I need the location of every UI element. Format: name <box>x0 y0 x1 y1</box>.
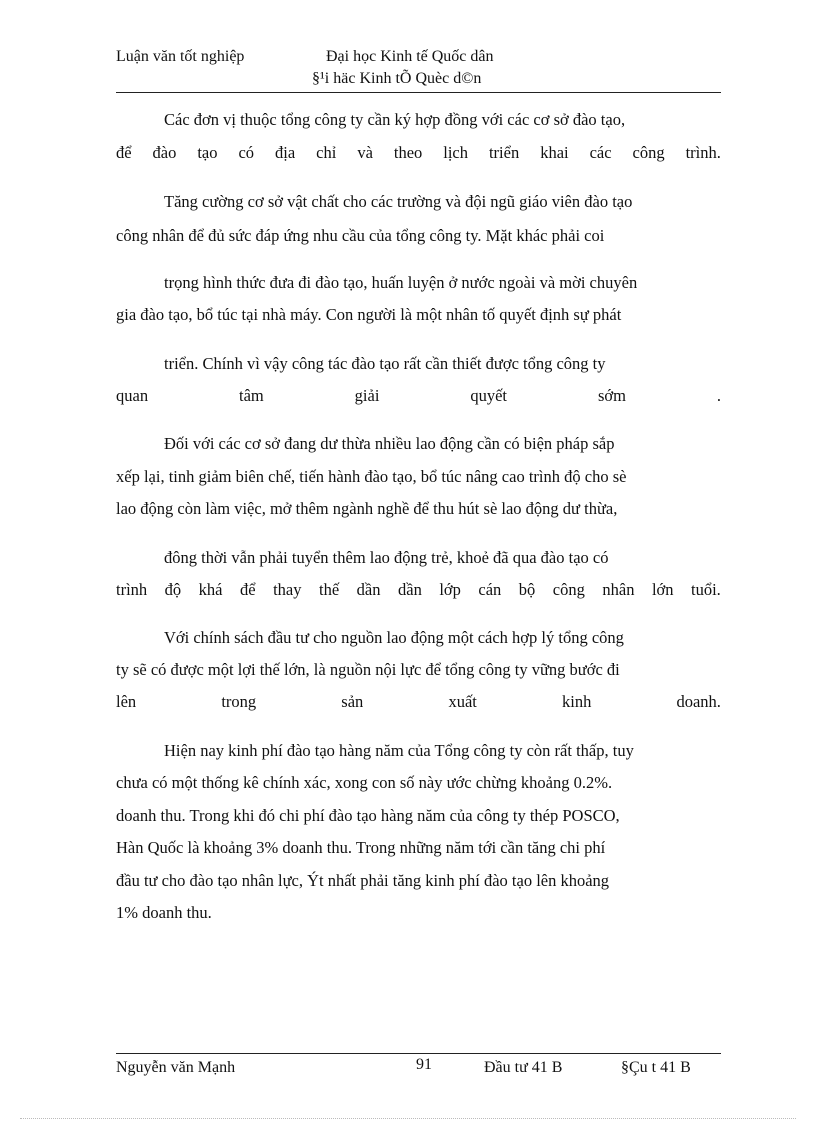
body-line: xếp lại, tinh giảm biên chế, tiến hành đào tạo, bổ túc nâng cao trình độ cho sè <box>116 467 627 486</box>
body-line <box>116 143 721 163</box>
body-line: gia đào tạo, bổ túc tại nhà máy. Con người là một nhân tố quyết định sự phát <box>116 305 622 324</box>
page-bottom-dotted-rule <box>20 1118 796 1119</box>
body-line <box>116 692 721 712</box>
word: trong <box>221 692 257 711</box>
body-line: đông thời vẫn phải tuyển thêm lao động trẻ, khoẻ đã qua đào tạo có <box>164 548 609 567</box>
footer-class: Đầu tư 41 B <box>484 1059 563 1076</box>
word: triển <box>488 143 520 162</box>
word: . <box>716 386 721 405</box>
body-line: Tăng cường cơ sở vật chất cho các trường và đội ngũ giáo viên đào tạo <box>164 192 633 211</box>
word: tạo <box>197 143 218 162</box>
body-line: 1% doanh thu. <box>116 903 212 922</box>
header-university: Đại học Kinh tế Quốc dân <box>326 48 494 65</box>
word: công <box>632 143 665 162</box>
word: có <box>238 143 255 162</box>
word: công <box>552 580 585 599</box>
word: quan <box>116 386 149 405</box>
body-line <box>116 580 721 600</box>
word: khá <box>198 580 223 599</box>
word: dần <box>398 580 422 599</box>
word: lớn <box>651 580 674 599</box>
page-number: 91 <box>416 1056 432 1073</box>
word: lên <box>116 692 137 711</box>
header-thesis-label: Luận văn tốt nghiệp <box>116 48 245 65</box>
body-line: đầu tư cho đào tạo nhân lực, Ýt nhất phải tăng kinh phí đào tạo lên khoảng <box>116 871 610 890</box>
body-line: lao động còn làm việc, mở thêm ngành nghề để thu hút sè lao động dư thừa, <box>116 499 618 518</box>
word: để <box>116 143 132 162</box>
word: tuổi. <box>691 580 721 599</box>
body-line: công nhân để đủ sức đáp ứng nhu cầu của tổng công ty. Mặt khác phải coi <box>116 226 605 245</box>
word: trình <box>116 580 148 599</box>
body-line: Các đơn vị thuộc tổng công ty cần ký hợp đồng với các cơ sở đào tạo, <box>164 110 626 129</box>
word: tâm <box>239 386 264 405</box>
word: để <box>240 580 256 599</box>
body-line: Đối với các cơ sở đang dư thừa nhiều lao động cần có biện pháp sắp <box>164 434 615 453</box>
word: doanh. <box>676 692 721 711</box>
word: trình. <box>685 143 721 162</box>
footer-author: Nguyễn văn Mạnh <box>116 1059 236 1076</box>
body-line: triển. Chính vì vậy công tác đào tạo rất cần thiết được tổng công ty <box>164 354 606 373</box>
word: nhân <box>602 580 635 599</box>
word: quyết <box>470 386 508 405</box>
body-line: doanh thu. Trong khi đó chi phí đào tạo hàng năm của công ty thép POSCO, <box>116 806 620 825</box>
word: kinh <box>562 692 592 711</box>
body-line: ty sẽ có được một lợi thế lớn, là nguồn nội lực để tổng công ty vững bước đi <box>116 660 620 679</box>
word: lịch <box>443 143 468 162</box>
word: bộ <box>518 580 536 599</box>
body-line <box>116 386 721 406</box>
word: giải <box>354 386 380 405</box>
footer-class-garbled: §Çu t 41 B <box>621 1059 691 1076</box>
body-line: chưa có một thống kê chính xác, xong con số này ước chừng khoảng 0.2%. <box>116 773 613 792</box>
word: sản <box>341 692 364 711</box>
page-header <box>116 48 721 93</box>
word: chỉ <box>316 143 337 162</box>
word: lớp <box>439 580 461 599</box>
word: cán <box>478 580 502 599</box>
word: và <box>357 143 373 162</box>
word: đào <box>152 143 177 162</box>
word: độ <box>164 580 182 599</box>
body-line: Hiện nay kinh phí đào tạo hàng năm của Tổng công ty còn rất thấp, tuy <box>164 741 634 760</box>
page-footer <box>116 1053 721 1084</box>
word: thế <box>319 580 340 599</box>
word: khai <box>540 143 569 162</box>
word: địa <box>275 143 296 162</box>
body-line: trọng hình thức đưa đi đào tạo, huấn luyện ở nước ngoài và mời chuyên <box>164 273 638 292</box>
body-line: Với chính sách đầu tư cho nguồn lao động một cách hợp lý tổng công <box>164 628 624 647</box>
word: thay <box>273 580 302 599</box>
word: dần <box>356 580 381 599</box>
header-university-garbled: §¹i häc Kinh tÕ Quèc d©n <box>312 70 482 87</box>
word: theo <box>393 143 423 162</box>
word: sớm <box>597 386 626 405</box>
body-line: Hàn Quốc là khoảng 3% doanh thu. Trong những năm tới cần tăng chi phí <box>116 838 606 857</box>
word: xuất <box>448 692 477 711</box>
word: các <box>589 143 612 162</box>
